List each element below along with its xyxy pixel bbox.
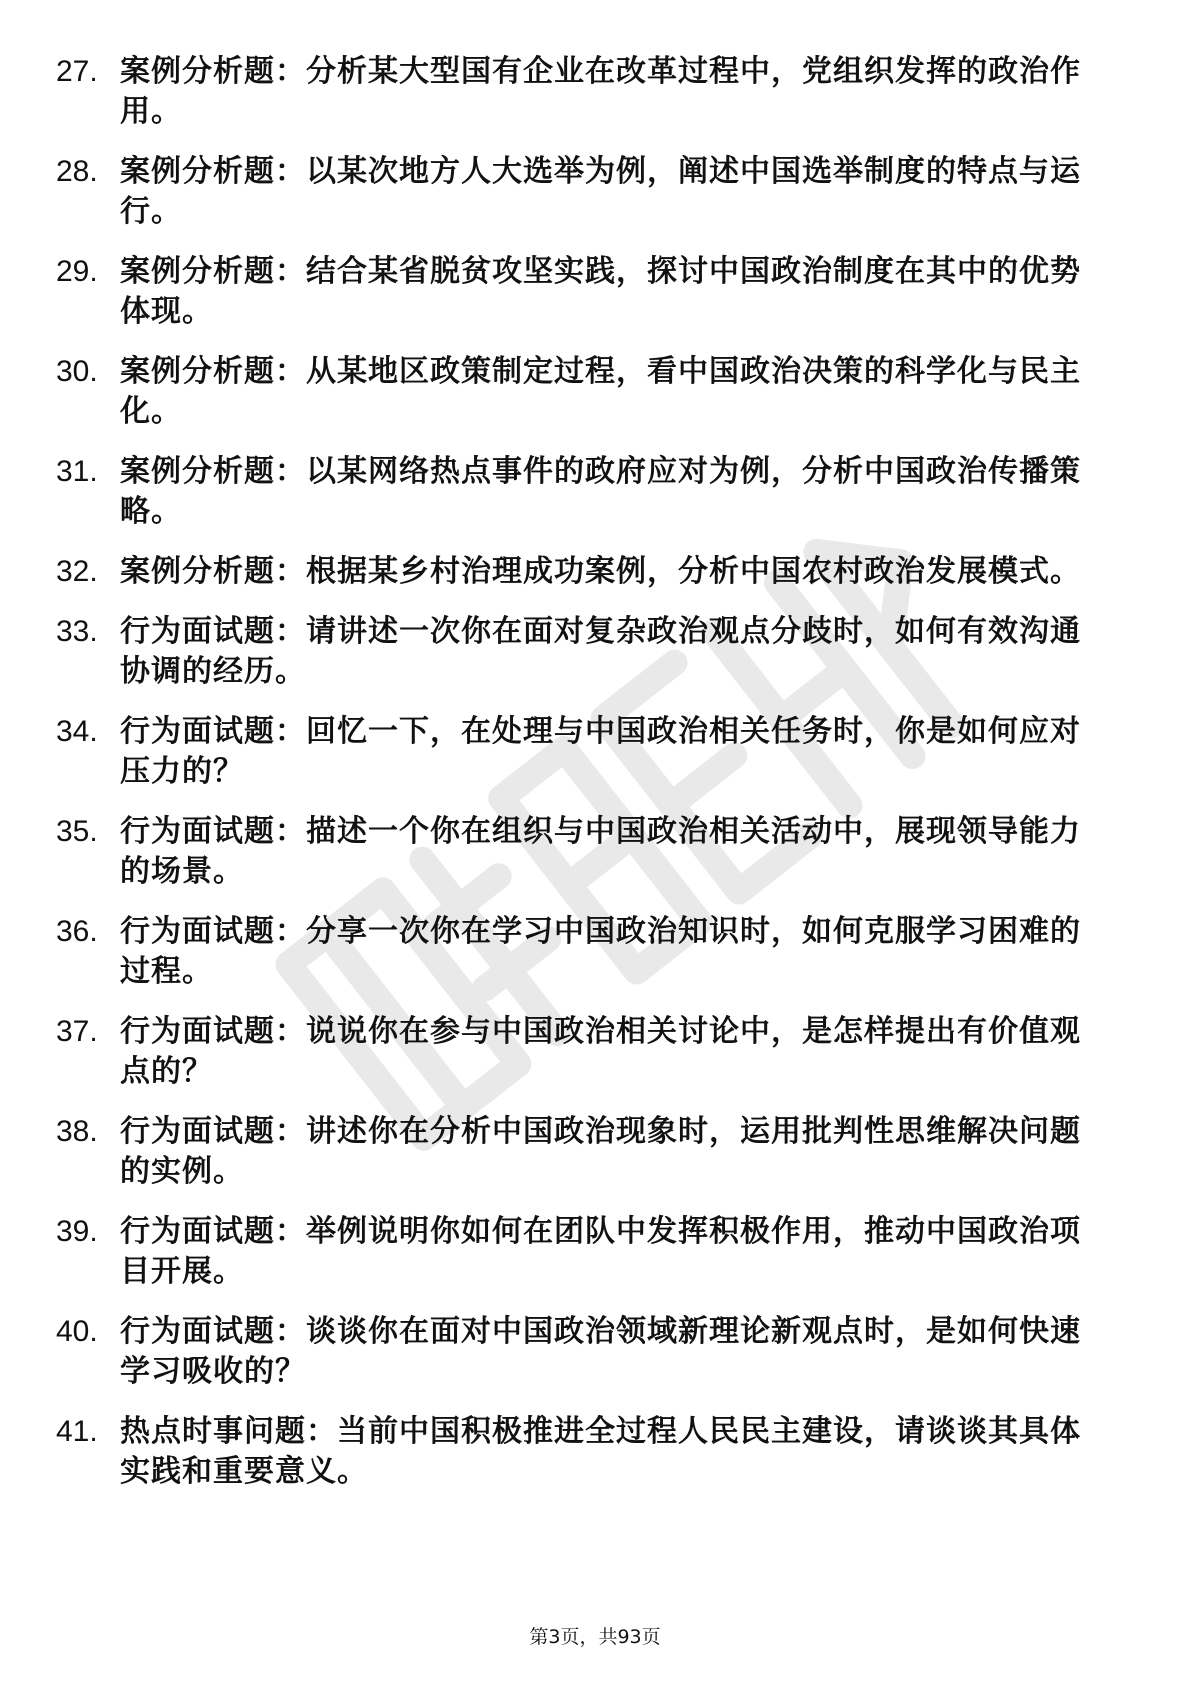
question-number: 34. xyxy=(56,715,98,748)
question-number: 31. xyxy=(56,455,98,488)
question-number: 38. xyxy=(56,1115,98,1148)
question-text: 案例分析题：根据某乡村治理成功案例，分析中国农村政治发展模式。 xyxy=(120,554,1081,589)
question-item-30 xyxy=(56,352,1106,432)
question-number: 29. xyxy=(56,255,98,288)
question-item-33 xyxy=(56,612,1106,692)
page-indicator: 第3页，共93页 xyxy=(529,1626,661,1648)
question-text: 案例分析题：分析某大型国有企业在改革过程中，党组织发挥的政治作用。 xyxy=(120,54,1081,129)
question-item-32 xyxy=(56,552,1106,592)
question-item-37 xyxy=(56,1012,1106,1092)
question-number: 41. xyxy=(56,1415,98,1448)
question-text: 行为面试题：说说你在参与中国政治相关讨论中，是怎样提出有价值观点的？ xyxy=(120,1014,1081,1089)
question-text: 案例分析题：结合某省脱贫攻坚实践，探讨中国政治制度在其中的优势体现。 xyxy=(120,254,1081,329)
question-item-28 xyxy=(56,152,1106,232)
question-item-38 xyxy=(56,1112,1106,1192)
question-item-41 xyxy=(56,1412,1106,1492)
question-number: 36. xyxy=(56,915,98,948)
question-item-40 xyxy=(56,1312,1106,1392)
question-list xyxy=(56,52,1106,1512)
question-text: 热点时事问题：当前中国积极推进全过程人民民主建设，请谈谈其具体实践和重要意义。 xyxy=(120,1414,1081,1489)
question-number: 33. xyxy=(56,615,98,648)
page-footer xyxy=(0,1622,1190,1649)
question-text: 行为面试题：回忆一下，在处理与中国政治相关任务时，你是如何应对压力的？ xyxy=(120,714,1081,789)
question-text: 行为面试题：分享一次你在学习中国政治知识时，如何克服学习困难的过程。 xyxy=(120,914,1081,989)
question-text: 行为面试题：描述一个你在组织与中国政治相关活动中，展现领导能力的场景。 xyxy=(120,814,1081,889)
question-number: 32. xyxy=(56,555,98,588)
question-text: 案例分析题：从某地区政策制定过程，看中国政治决策的科学化与民主化。 xyxy=(120,354,1081,429)
question-item-34 xyxy=(56,712,1106,792)
question-number: 35. xyxy=(56,815,98,848)
question-item-29 xyxy=(56,252,1106,332)
question-number: 39. xyxy=(56,1215,98,1248)
question-number: 37. xyxy=(56,1015,98,1048)
question-item-39 xyxy=(56,1212,1106,1292)
question-item-36 xyxy=(56,912,1106,992)
question-number: 30. xyxy=(56,355,98,388)
question-number: 28. xyxy=(56,155,98,188)
question-text: 案例分析题：以某网络热点事件的政府应对为例，分析中国政治传播策略。 xyxy=(120,454,1081,529)
question-item-31 xyxy=(56,452,1106,532)
question-text: 案例分析题：以某次地方人大选举为例，阐述中国选举制度的特点与运行。 xyxy=(120,154,1081,229)
question-text: 行为面试题：谈谈你在面对中国政治领域新理论新观点时，是如何快速学习吸收的？ xyxy=(120,1314,1081,1389)
question-item-27 xyxy=(56,52,1106,132)
question-number: 27. xyxy=(56,55,98,88)
question-text: 行为面试题：讲述你在分析中国政治现象时，运用批判性思维解决问题的实例。 xyxy=(120,1114,1081,1189)
question-text: 行为面试题：请讲述一次你在面对复杂政治观点分歧时，如何有效沟通协调的经历。 xyxy=(120,614,1081,689)
question-number: 40. xyxy=(56,1315,98,1348)
question-text: 行为面试题：举例说明你如何在团队中发挥积极作用，推动中国政治项目开展。 xyxy=(120,1214,1081,1289)
question-item-35 xyxy=(56,812,1106,892)
